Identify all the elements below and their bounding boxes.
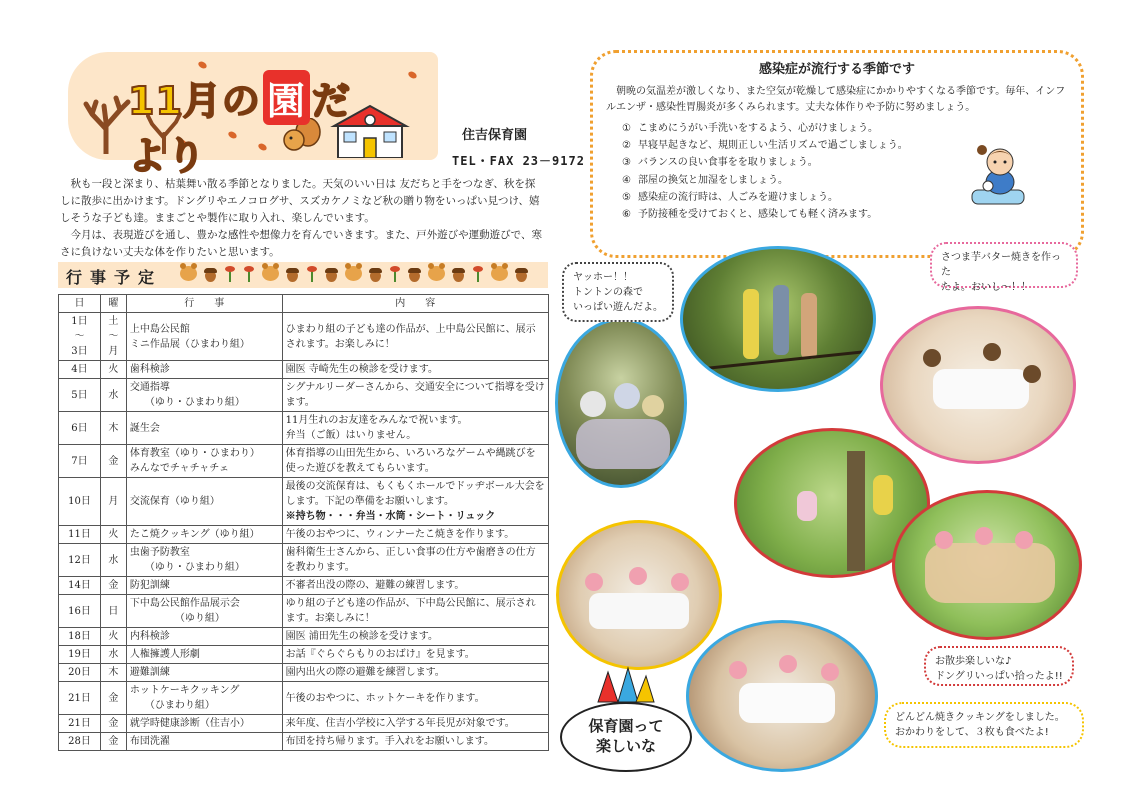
schedule-table: [58, 294, 549, 751]
event-cell: [126, 445, 282, 478]
detail-cell: [282, 628, 548, 646]
bear-icon: [180, 266, 197, 281]
tip-text: 感染症の流行時は、人ごみを避けましょう。: [638, 191, 838, 203]
intro-text: [60, 176, 545, 261]
bare-tree-icon: [76, 84, 136, 154]
detail-cell: [282, 313, 548, 361]
date-cell-text: 11日: [68, 529, 91, 540]
acorn-icon: [325, 266, 338, 282]
date-cell-text: 21日: [68, 692, 91, 704]
weekday-cell-text: 金: [108, 692, 119, 704]
date-cell-text: 10日: [68, 496, 91, 507]
intro-paragraph: 秋も一段と深まり、枯葉舞い散る季節となりました。天気のいい日は 友だちと手をつなぎ、秋を探しに散歩に出かけます。ドングリやエノコログサ、スズカケノミなど秋の贈り物をいっぱい見つけ、嬉しそうな子ども達。ままごとや製作に取り入れ、楽しんでいます。: [60, 178, 540, 224]
date-cell-text: 18日: [68, 631, 91, 642]
table-row: [59, 682, 549, 715]
sprout-icon: [389, 266, 401, 282]
pancake-cooking-photo: [686, 620, 878, 772]
sprout-icon: [472, 266, 484, 282]
date-cell: [59, 664, 101, 682]
date-cell-text: 19日: [68, 649, 91, 660]
weekday-cell-text: 金: [108, 736, 119, 747]
bear-icon: [262, 266, 279, 281]
table-row: [59, 715, 549, 733]
weekday-cell-text: 日: [108, 605, 119, 617]
event-cell: [126, 733, 282, 751]
detail-cell-text: 午後のおやつに、ホットケーキを作ります。: [285, 692, 485, 704]
date-cell: [59, 526, 101, 544]
newsletter-title: [128, 70, 378, 178]
table-header-row: [59, 295, 549, 313]
bubble-text: お散歩楽しいな♪ ドングリいっぱい拾ったよ!!: [935, 656, 1063, 682]
event-cell-text: 虫歯予防教室 （ゆり・ひまわり組）: [129, 547, 245, 573]
date-cell: [59, 733, 101, 751]
forest-climbing-photo: [680, 246, 876, 392]
acorn-icon: [408, 266, 421, 282]
event-cell: [126, 478, 282, 526]
event-cell: [126, 544, 282, 577]
weekday-cell: [100, 577, 126, 595]
detail-cell-text: 不審者出没の際の、避難の練習します。: [285, 580, 465, 591]
table-row: [59, 526, 549, 544]
tip-text: 予防接種を受けておくと、感染しても軽く済みます。: [638, 209, 878, 221]
weekday-cell: [100, 526, 126, 544]
title-kanji: 園: [263, 70, 310, 125]
forest-speech-bubble: [562, 262, 674, 322]
detail-cell: [282, 715, 548, 733]
bubble-text: さつま芋バター焼きを作った たよ。おいし～！！: [941, 252, 1061, 293]
acorn-icon: [452, 266, 465, 282]
date-cell: [59, 445, 101, 478]
table-row: [59, 412, 549, 445]
weekday-cell-text: 金: [108, 455, 119, 467]
event-cell: [126, 664, 282, 682]
detail-cell-text: 最後の交流保育は、もくもくホールでドッヂボール大会をします。下記の準備をお願いします。: [285, 481, 545, 507]
detail-cell-text: お話『ぐらぐらもりのおばけ』を見ます。: [285, 649, 475, 660]
event-cell-text: 交通指導 （ゆり・ひまわり組）: [129, 382, 245, 408]
table-row: [59, 445, 549, 478]
event-cell: [126, 628, 282, 646]
date-cell: [59, 577, 101, 595]
date-cell: [59, 544, 101, 577]
column-header: 日: [59, 295, 101, 313]
event-cell-text: 下中島公民館作品展示会 （ゆり組）: [129, 598, 240, 624]
table-row: [59, 313, 549, 361]
detail-cell: [282, 682, 548, 715]
bubble-text: どんどん焼きクッキングをしました。 おかわりをして、３枚も食べたよ!: [895, 712, 1065, 738]
infection-body: [606, 84, 1074, 116]
detail-cell-text: 体育指導の山田先生から、いろいろなゲームや縄跳びを使った遊びを教えてもらいます。: [285, 448, 536, 474]
weekday-cell: [100, 664, 126, 682]
tip-text: こまめにうがい手洗いをするよう、心がけましょう。: [638, 123, 878, 134]
date-cell: [59, 313, 101, 361]
date-cell-text: 6日: [71, 422, 88, 434]
list-item: [622, 154, 952, 171]
prevention-tips-list: [622, 120, 952, 223]
weekday-cell: [100, 595, 126, 628]
weekday-cell: [100, 379, 126, 412]
weekday-cell-text: 木: [108, 422, 119, 434]
weekday-cell: [100, 412, 126, 445]
weekday-cell: [100, 628, 126, 646]
event-cell: [126, 646, 282, 664]
date-cell: [59, 715, 101, 733]
detail-cell: [282, 526, 548, 544]
acorn-decoration-row: [180, 266, 528, 282]
detail-bold-text: ※持ち物・・・弁当・水筒・シート・リュック: [285, 511, 496, 522]
infection-paragraph: 朝晩の気温差が激しくなり、また空気が乾燥して感染症にかかりやすくなる季節です。毎年、インフルエンザ・感染性胃腸炎が多くみられます。丈夫な体作りや予防に努めましょう。: [606, 86, 1066, 113]
detail-cell-text: シグナルリーダーさんから、交通安全について指導を受けます。: [285, 382, 545, 408]
tip-number: ①: [622, 123, 631, 134]
detail-cell: [282, 445, 548, 478]
event-cell-text: 体育教室（ゆり・ひまわり） みんなでチャチャチェ: [129, 448, 260, 474]
list-item: [622, 120, 952, 137]
table-row: [59, 379, 549, 412]
date-cell: [59, 595, 101, 628]
detail-cell-text: 園内出火の際の避難を練習します。: [285, 667, 445, 678]
weekday-cell-text: 火: [108, 364, 119, 375]
list-item: [622, 206, 952, 223]
detail-cell-text: 11月生れのお友達をみんなで祝います。 弁当（ご飯）はいりません。: [285, 415, 468, 441]
weekday-cell: [100, 715, 126, 733]
date-cell: [59, 682, 101, 715]
event-cell: [126, 577, 282, 595]
weekday-cell-text: 火: [108, 529, 119, 540]
weekday-cell-text: 金: [108, 580, 119, 591]
event-cell-text: 交流保育（ゆり組）: [129, 496, 220, 507]
table-row: [59, 595, 549, 628]
table-row: [59, 628, 549, 646]
tip-text: 部屋の換気と加湿をしましょう。: [638, 174, 788, 186]
tip-text: 早寝早起きなど、規則正しい生活リズムで過ごしましょう。: [638, 140, 908, 152]
badge-line: 保育園って: [588, 717, 664, 735]
detail-cell-text: 歯科衛生士さんから、正しい食事の仕方や歯磨きの仕方を教わります。: [285, 547, 536, 573]
date-cell-text: 5日: [71, 389, 88, 401]
classroom-lunch-photo: [556, 520, 722, 670]
date-cell: [59, 628, 101, 646]
acorn-icon: [515, 266, 528, 282]
column-header: 曜: [100, 295, 126, 313]
date-cell: [59, 361, 101, 379]
date-cell: [59, 646, 101, 664]
weekday-cell-text: 土 ～ 月: [108, 316, 119, 357]
intro-paragraph: 今月は、表現遊びを通し、豊かな感性や想像力を育んでいきます。また、戸外遊びや運動遊びで、寒さに負けない丈夫な体を作りたいと思います。: [60, 229, 542, 258]
event-cell-text: 人権擁護人形劇: [129, 649, 200, 660]
event-cell: [126, 361, 282, 379]
schedule-title: 行事予定: [66, 268, 163, 287]
tip-number: ③: [622, 157, 631, 169]
schedule-rows: [59, 313, 549, 751]
event-cell-text: 就学時健康診断（住吉小）: [129, 718, 250, 729]
weekday-cell: [100, 445, 126, 478]
list-item: [622, 172, 952, 189]
event-cell: [126, 595, 282, 628]
table-row: [59, 646, 549, 664]
date-cell-text: 12日: [68, 554, 91, 566]
butter-speech-bubble: [930, 242, 1078, 293]
acorn-icon: [286, 266, 299, 282]
detail-cell-text: 午後のおやつに、ウィンナーたこ焼きを作ります。: [285, 529, 515, 540]
bear-icon: [345, 266, 362, 281]
table-row: [59, 544, 549, 577]
list-item: [622, 137, 952, 154]
event-cell-text: 誕生会: [129, 422, 160, 434]
bear-icon: [428, 266, 445, 281]
detail-cell: [282, 478, 548, 526]
column-header: 行 事: [126, 295, 282, 313]
sprout-icon: [243, 266, 255, 282]
date-cell-text: 14日: [68, 580, 91, 591]
tip-text: バランスの良い食事をを取りましょう。: [638, 157, 818, 169]
event-cell-text: 避難訓練: [129, 667, 170, 678]
weekday-cell: [100, 682, 126, 715]
event-cell: [126, 682, 282, 715]
date-cell-text: 7日: [71, 455, 88, 467]
forest-children-photo: [555, 318, 687, 488]
detail-cell: [282, 595, 548, 628]
weekday-cell: [100, 733, 126, 751]
detail-cell: [282, 361, 548, 379]
date-cell-text: 4日: [71, 364, 88, 375]
detail-cell: [282, 664, 548, 682]
event-cell-text: 上中島公民館 ミニ作品展（ひまわり組）: [129, 323, 250, 350]
list-item: [622, 189, 952, 206]
detail-cell: [282, 733, 548, 751]
bubble-text: ヤッホー！！ トントンの森で いっぱい遊んだよ。: [573, 272, 663, 313]
sprout-icon: [306, 266, 318, 282]
group-outdoor-photo: [892, 490, 1082, 640]
date-cell: [59, 412, 101, 445]
badge-line: 楽しいな: [595, 737, 656, 755]
tip-number: ⑥: [622, 209, 631, 221]
detail-cell: [282, 412, 548, 445]
weekday-cell-text: 金: [108, 718, 119, 729]
table-row: [59, 664, 549, 682]
detail-cell-text: ゆり組の子ども達の作品が、下中島公民館に、展示されます。お楽しみに！: [285, 598, 536, 624]
weekday-cell-text: 火: [108, 631, 119, 642]
weekday-cell-text: 月: [108, 496, 119, 507]
detail-cell: [282, 544, 548, 577]
event-cell-text: 防犯訓練: [129, 580, 170, 591]
cooking-speech-bubble: [884, 702, 1084, 748]
detail-cell-text: 来年度、住吉小学校に入学する年長児が対象です。: [285, 718, 515, 729]
bear-icon: [491, 266, 508, 281]
child-washing-hands-icon: [968, 140, 1028, 210]
weekday-cell-text: 水: [108, 649, 119, 660]
nursery-phone: TEL・FAX 23－9172: [452, 154, 585, 168]
date-cell: [59, 379, 101, 412]
date-cell-text: 1日 ～ 3日: [71, 316, 88, 357]
event-cell: [126, 526, 282, 544]
detail-cell: [282, 577, 548, 595]
title-prefix: 11月の: [128, 79, 261, 123]
acorn-icon: [369, 266, 382, 282]
butter-cooking-photo: [880, 306, 1076, 464]
infection-title: 感染症が流行する季節です: [758, 62, 915, 77]
column-header: 内 容: [282, 295, 548, 313]
event-cell: [126, 379, 282, 412]
detail-cell-text: 園医 寺崎先生の検診を受けます。: [285, 364, 438, 375]
title-suffix: だより: [128, 79, 351, 178]
date-cell-text: 20日: [68, 667, 91, 678]
date-cell-text: 21日: [68, 718, 91, 729]
tip-number: ⑤: [622, 191, 631, 203]
weekday-cell-text: 木: [108, 667, 119, 678]
detail-cell: [282, 379, 548, 412]
date-cell: [59, 478, 101, 526]
date-cell-text: 28日: [68, 736, 91, 747]
gnome-characters-icon: [588, 662, 658, 704]
acorn-icon: [204, 266, 217, 282]
event-cell: [126, 313, 282, 361]
event-cell-text: 内科検診: [129, 631, 170, 642]
table-row: [59, 361, 549, 379]
detail-cell-text: 布団を持ち帰ります。手入れをお願いします。: [285, 736, 494, 747]
weekday-cell: [100, 478, 126, 526]
date-cell-text: 16日: [68, 605, 91, 617]
event-cell-text: 歯科検診: [129, 364, 170, 375]
event-cell: [126, 715, 282, 733]
tip-number: ②: [622, 140, 631, 152]
table-row: [59, 577, 549, 595]
weekday-cell-text: 水: [108, 389, 119, 401]
event-cell: [126, 412, 282, 445]
event-cell-text: 布団洗濯: [129, 736, 170, 747]
sprout-icon: [224, 266, 236, 282]
event-cell-text: ホットケーキクッキング （ひまわり組）: [129, 685, 240, 711]
tip-number: ④: [622, 174, 631, 186]
walk-speech-bubble: [924, 646, 1074, 686]
slogan-badge: [560, 702, 692, 772]
weekday-cell-text: 水: [108, 554, 119, 566]
table-row: [59, 478, 549, 526]
nursery-name: 住吉保育園: [462, 128, 528, 143]
weekday-cell: [100, 544, 126, 577]
table-row: [59, 733, 549, 751]
weekday-cell: [100, 313, 126, 361]
weekday-cell: [100, 646, 126, 664]
weekday-cell: [100, 361, 126, 379]
detail-cell-text: ひまわり組の子ども達の作品が、上中島公民館に、展示されます。お楽しみに！: [285, 323, 536, 350]
detail-cell: [282, 646, 548, 664]
event-cell-text: たこ焼クッキング（ゆり組）: [129, 529, 260, 540]
detail-cell-text: 園医 浦田先生の検診を受けます。: [285, 631, 438, 642]
